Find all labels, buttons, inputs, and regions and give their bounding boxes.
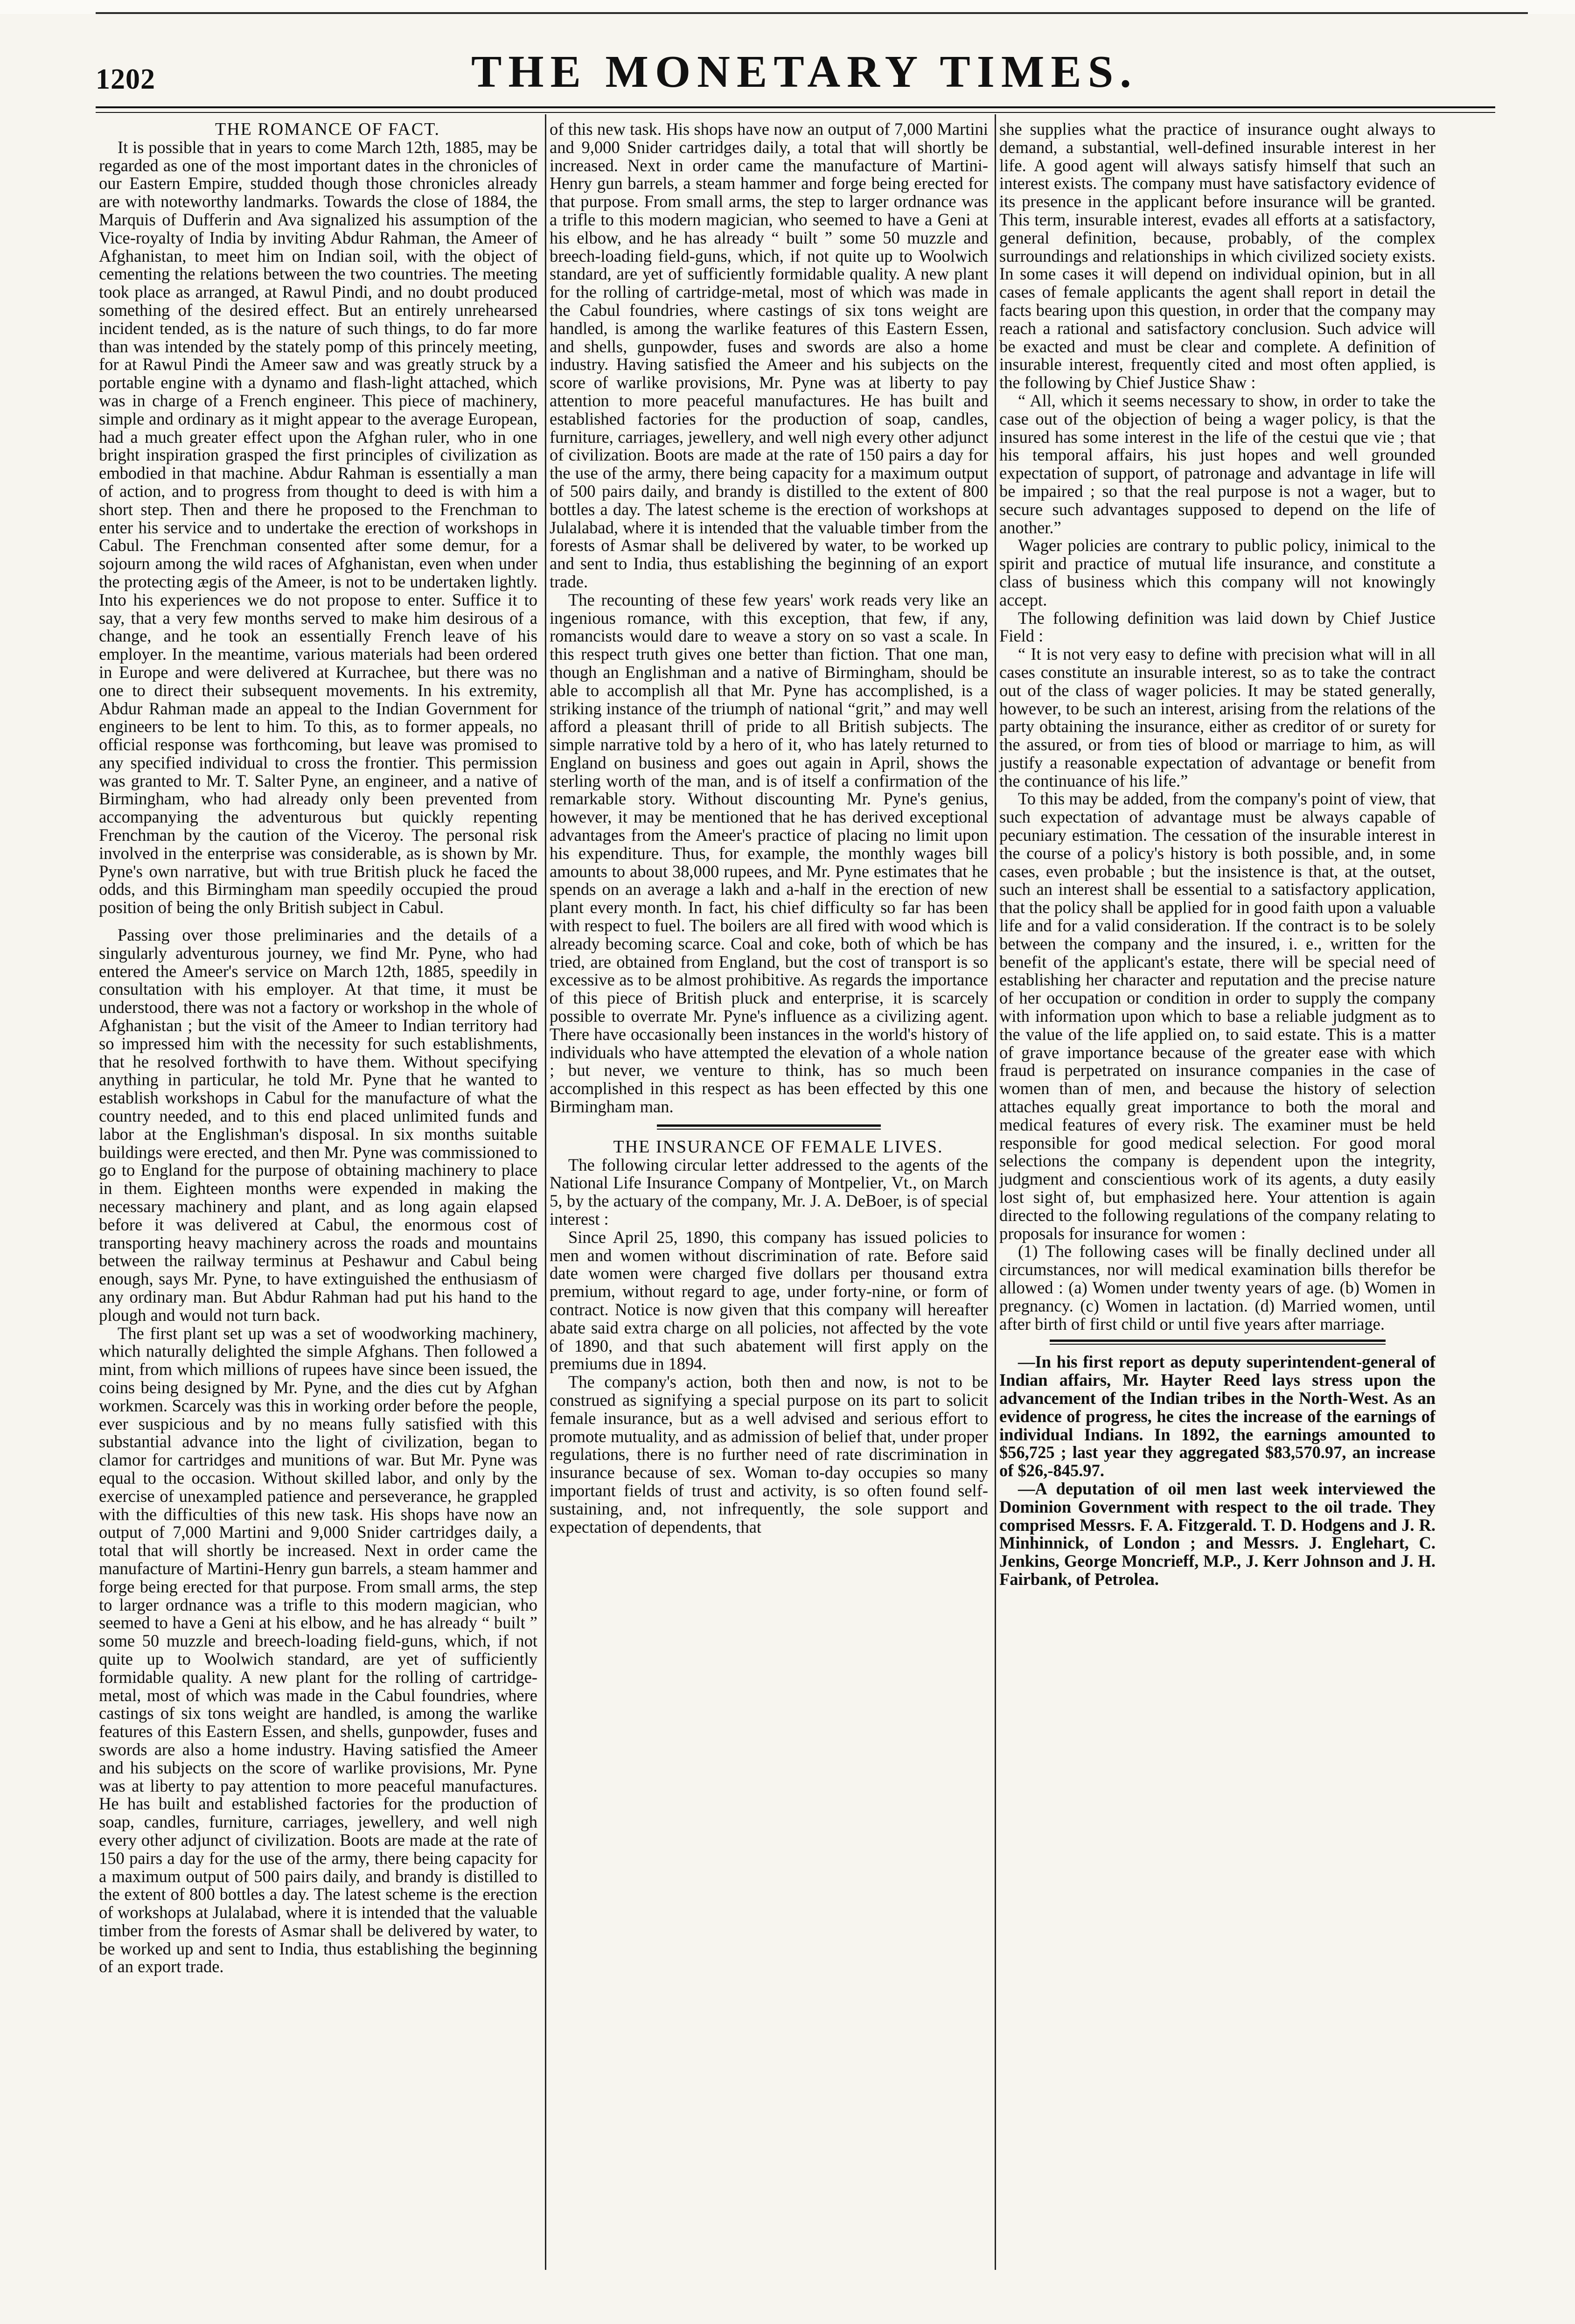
- article-paragraph: The company's action, both then and now, is not to be construed as signifying a special purpose on its part to solicit female insurance, but as a well advised and serious effort to promote mutuality, and as admission of belief that, under proper regulations, there is no further need of rate discrimination in insurance because of sex. Woman to-day occupies so many important fields of trust and activity, is so often found self-sustaining, and, not infrequently, the sole support and expectation of dependents, that: [550, 1372, 988, 1536]
- news-note-hayter-reed: —In his first report as deputy superintendent-general of Indian affairs, Mr. Hayter Reed lays stress upon the advancement of the Indian tribes in the North-West. As an evidence of progress, he cites the increase of the earnings of individual Indians. In 1892, the earnings amounted to $56,725 ; last year they aggregated $83,570.97, an increase of $26,-845.97.: [999, 1352, 1436, 1480]
- article-paragraph: It is possible that in years to come March 12th, 1885, may be regarded as one of the most important dates in the chronicles of our Eastern Empire, studded though those chronicles already are with noteworthy landmarks. Towards the close of 1884, the Marquis of Dufferin and Ava signalized his assumption of the Vice-royalty of India by inviting Abdur Rahman, the Ameer of Afghanistan, to meet him on Indian soil, with the object of cementing the relations between the two countries. The meeting took place as arranged, at Rawul Pindi, and no doubt produced something of the desired effect. But an entirely unrehearsed incident tended, as is the nature of such things, to do far more than was intended by the stately pomp of this princely meeting, for at Rawul Pindi the Ameer saw and was greatly struck by a portable engine with a dynamo and flash-light attached, which was in charge of a French engineer. This piece of machinery, simple and ordinary as it might appear to the average European, had a much greater effect upon the Afghan ruler, who in one bright inspiration grasped the first principles of civilization as embodied in that machine. Abdur Rahman is essentially a man of action, and to progress from thought to deed is with him a short step. Then and there he proposed to the Frenchman to enter his service and to undertake the erection of workshops in Cabul. The Frenchman consented after some demur, for a sojourn among the wild races of Afghanistan, even when under the protecting ægis of the Ameer, is not to be undertaken lightly. Into his experiences we do not propose to enter. Suffice it to say, that a very few months served to make him desirous of a change, and he took an essentially French leave of his employer. In the meantime, various materials had been ordered in Europe and were delivered at Kurrachee, but there was no one to direct their subsequent movements. In his extremity, Abdur Rahman made an appeal to the Indian Government for engineers to be lent to him. To this, as to former appeals, no official response was forthcoming, but leave was promised to any specified individual to cross the frontier. This permission was granted to Mr. T. Salter Pyne, an engineer, and a native of Birmingham, who had already only been prevented from accompanying the adventurous but quickly repenting Frenchman by the caution of the Viceroy. The personal risk involved in the enterprise was considerable, as is shown by Mr. Pyne's own narrative, but with true British pluck he faced the odds, and this Birmingham man speedily occupied the proud position of being the only British subject in Cabul.: [99, 137, 537, 917]
- article-paragraph: The following definition was laid down by Chief Justice Field :: [999, 608, 1436, 646]
- header-rule-thin: [96, 112, 1495, 113]
- article-paragraph: Passing over those preliminaries and the details of a singularly adventurous journey, we find Mr. Pyne, who had entered the Ameer's service on March 12th, 1885, speedily in consultation with his employer. At that time, it must be understood, there was not a factory or workshop in the whole of Afghanistan ; but the visit of the Ameer to Indian territory had so impressed him with the necessity for such establishments, that he resolved forthwith to have them. Without specifying anything in particular, he told Mr. Pyne that he wanted to establish workshops in Cabul for the manufacture of what the country needed, and to this end placed unlimited funds and labor at the Englishman's disposal. In six months suitable buildings were erected, and then Mr. Pyne was commissioned to go to England for the purpose of obtaining machinery to place in them. Eighteen months were expended in making the necessary machinery and plant, and as long again elapsed before it was delivered at Cabul, the enormous cost of transporting heavy machinery across the roads and mountains between the railway terminus at Peshawur and Cabul being enough, says Mr. Pyne, to have extinguished the enthusiasm of any ordinary man. But Abdur Rahman had put his hand to the plough and would not turn back.: [99, 925, 537, 1325]
- article-paragraph: The recounting of these few years' work reads very like an ingenious romance, with this exception, that few, if any, romancists would dare to weave a story on so vast a scale. In this respect truth gives one better than fiction. That one man, though an Englishman and a native of Birmingham, should be able to accomplish all that Mr. Pyne has accomplished, is a striking instance of the triumph of national “grit,” and may well afford a pleasant thrill of pride to all British subjects. The simple narrative told by a hero of it, who has lately returned to England on business and goes out again in April, shows the sterling worth of the man, and is of itself a confirmation of the remarkable story. Without discounting Mr. Pyne's genius, however, it may be mentioned that he has derived exceptional advantages from the Ameer's practice of placing no limit upon his expenditure. Thus, for example, the monthly wages bill amounts to about 38,000 rupees, and Mr. Pyne estimates that he spends on an average a lakh and a-half in the erection of new plant every month. In fact, his chief difficulty so far has been with respect to fuel. The boilers are all fired with wood which is already becoming scarce. Coal and coke, both of which be has tried, are obtained from England, but the cost of transport is so excessive as to be almost prohibitive. As regards the importance of this piece of British pluck and enterprise, it is scarcely possible to overrate Mr. Pyne's influence as a civilizing agent. There have occasionally been instances in the world's history of individuals who have attempted the elevation of a whole nation ; but never, we venture to think, has so much been accomplished in this respect as has been effected by this one Birmingham man.: [550, 590, 988, 1117]
- column-divider-2: [995, 114, 996, 2270]
- column-divider-1: [545, 114, 546, 2270]
- article-heading-romance: THE ROMANCE OF FACT.: [215, 119, 440, 139]
- news-note-oil-deputation: —A deputation of oil men last week interviewed the Dominion Government with respect to the oil trade. They comprised Messrs. F. A. Fitzgerald. T. D. Hodgens and J. R. Minhinnick, of London ; and Messrs. J. Englehart, C. Jenkins, George Moncrieff, M.P., J. Kerr Johnson and J. H. Fairbank, of Petrolea.: [999, 1479, 1436, 1589]
- article-paragraph: Since April 25, 1890, this company has issued policies to men and women without discrimination of rate. Before said date women were charged five dollars per thousand extra premium, without regard to age, under forty-nine, or form of contract. Notice is now given that this company will hereafter abate said extra charge on all policies, not affected by the vote of 1890, and that such abatement will first apply on the premiums due in 1894.: [550, 1227, 988, 1374]
- article-paragraph: Wager policies are contrary to public policy, inimical to the spirit and practice of mutual life insurance, and constitute a class of business which this company will not knowingly accept.: [999, 536, 1436, 609]
- header-rule-thick: [96, 106, 1495, 108]
- column-1: [99, 120, 537, 2290]
- article-heading-insurance: THE INSURANCE OF FEMALE LIVES.: [613, 1137, 943, 1157]
- page-number: 1202: [96, 63, 155, 95]
- top-rule: [96, 12, 1528, 14]
- article-paragraph-continued: she supplies what the practice of insurance ought always to demand, a substantial, well-defined insurable interest in her life. A good agent will always satisfy himself that such an interest exists. The company must have satisfactory evidence of its presence in the applicant before insurance will be granted. This term, insurable interest, evades all efforts at a satisfactory, general definition, because, probably, of the complex surroundings and relationships in which civilized society exists. In some cases it will depend on individual opinion, but in all cases of female applicants the agent shall report in detail the facts bearing upon this question, in order that the company may reach a rational and satisfactory conclusion. Such advice will be exacted and must be clear and complete. A definition of insurable interest, frequently cited and most often applied, is the following by Chief Justice Shaw :: [999, 119, 1436, 392]
- section-separator: [657, 1124, 881, 1130]
- masthead-title: THE MONETARY TIMES.: [471, 47, 1138, 97]
- article-paragraph: The following circular letter addressed to the agents of the National Life Insurance Company of Montpelier, Vt., on March 5, by the actuary of the company, Mr. J. A. DeBoer, is of special interest :: [550, 1155, 988, 1229]
- column-3: [999, 120, 1436, 2290]
- article-paragraph: The first plant set up was a set of woodworking machinery, which naturally delighted the simple Afghans. Then followed a mint, from which millions of rupees have since been issued, the coins being designed by Mr. Pyne, and the dies cut by Afghan workmen. Scarcely was this in working order before the people, ever suspicious and by no means fully satisfied with this substantial advance into the light of civilization, began to clamor for cartridges and munitions of war. But Mr. Pyne was equal to the occasion. Without skilled labor, and only by the exercise of unexampled patience and perseverance, he grappled with the difficulties of this new task. His shops have now an output of 7,000 Martini and 9,000 Snider cartridges daily, a total that will shortly be increased. Next in order came the manufacture of Martini-Henry gun barrels, a steam hammer and forge being erected for that purpose. From small arms, the step to larger ordnance was a trifle to this modern magician, who seemed to have a Geni at his elbow, and he has already “ built ” some 50 muzzle and breech-loading field-guns, which, if not quite up to Woolwich standard, are yet of sufficiently formidable quality. A new plant for the rolling of cartridge-metal, most of which was made in the Cabul foundries, where castings of six tons weight are handled, is among the warlike features of this Eastern Essen, and shells, gunpowder, fuses and swords are also a home industry. Having satisfied the Ameer and his subjects on the score of warlike provisions, Mr. Pyne was at liberty to pay attention to more peaceful manufactures. He has built and established factories for the production of soap, candles, furniture, carriages, jewellery, and well nigh every other adjunct of civilization. Boots are made at the rate of 150 pairs a day for the use of the army, there being capacity for a maximum output of 500 pairs daily, and brandy is distilled to the extent of 800 bottles a day. The latest scheme is the erection of workshops at Julalabad, where it is intended that the valuable timber from the forests of Asmar shall be delivered by water, to be worked up and sent to India, thus establishing the beginning of an export trade.: [99, 1323, 537, 1976]
- regulations-list: (1) The following cases will be finally declined under all circumstances, nor will medical examination bills therefor be allowed : (a) Women under twenty years of age. (b) Women in pregnancy. (c) Women in lactation. (d) Married women, until after birth of first child or until five years after marriage.: [999, 1242, 1436, 1333]
- article-paragraph: To this may be added, from the company's point of view, that such expectation of advantage must be always capable of pecuniary estimation. The cessation of the insurable interest in the course of a policy's history is both possible, and, in some cases, even probable ; but the insistence is that, at the outset, such an interest shall be essential to a satisfactory application, that the policy shall be applied for in good faith upon a valuable life and for a valid consideration. If the contract is to be solely between the company and the insured, i. e., written for the benefit of the applicant's estate, there will be special need of establishing her character and reputation and the precise nature of her occupation or condition in order to supply the company with information upon which to base a reliable judgment as to the value of the life applied on, to said estate. This is a matter of grave importance because of the greater ease with which fraud is perpetrated on insurance companies in the case of women than of men, and because the history of selection attaches equally great importance to both the moral and medical features of every risk. The examiner must be held responsible for good medical selection. For good moral selections the company is dependent upon the integrity, judgment and conscientious work of its agents, a duty easily lost sight of, but emphasized here. Your attention is again directed to the following regulations of the company relating to proposals for insurance for women :: [999, 789, 1436, 1243]
- notes-separator: [1050, 1340, 1386, 1345]
- column-2: [550, 120, 988, 2290]
- article-paragraph-continued: of this new task. His shops have now an output of 7,000 Martini and 9,000 Snider cartridges daily, a total that will shortly be increased. Next in order came the manufacture of Martini-Henry gun barrels, a steam hammer and forge being erected for that purpose. From small arms, the step to larger ordnance was a trifle to this modern magician, who seemed to have a Geni at his elbow, and he has already “ built ” some 50 muzzle and breech-loading field-guns, which, if not quite up to Woolwich standard, are yet of sufficiently formidable quality. A new plant for the rolling of cartridge-metal, most of which was made in the Cabul foundries, where castings of six tons weight are handled, is among the warlike features of this Eastern Essen, and shells, gunpowder, fuses and swords are also a home industry. Having satisfied the Ameer and his subjects on the score of warlike provisions, Mr. Pyne was at liberty to pay attention to more peaceful manufactures. He has built and established factories for the production of soap, candles, furniture, carriages, jewellery, and well nigh every other adjunct of civilization. Boots are made at the rate of 150 pairs a day for the use of the army, there being capacity for a maximum output of 500 pairs daily, and brandy is distilled to the extent of 800 bottles a day. The latest scheme is the erection of workshops at Julalabad, where it is intended that the valuable timber from the forests of Asmar shall be delivered by water, to be worked up and sent to India, thus establishing the beginning of an export trade.: [550, 119, 988, 591]
- quote-shaw: “ All, which it seems necessary to show, in order to take the case out of the objection of being a wager policy, is that the insured has some interest in the life of the cestui que vie ; that his temporal affairs, his just hopes and well grounded expectation of support, of patronage and advantage in life will be impaired ; so that the real purpose is not a wager, but to secure such advantages supposed to depend on the life of another.”: [999, 391, 1436, 537]
- quote-field: “ It is not very easy to define with precision what will in all cases constitute an insurable interest, so as to take the contract out of the class of wager policies. It may be stated generally, however, to be such an interest, arising from the relations of the party obtaining the insurance, either as creditor of or surety for the assured, or from ties of blood or marriage to him, as will justify a reasonable expectation of advantage or benefit from the continuance of his life.”: [999, 644, 1436, 790]
